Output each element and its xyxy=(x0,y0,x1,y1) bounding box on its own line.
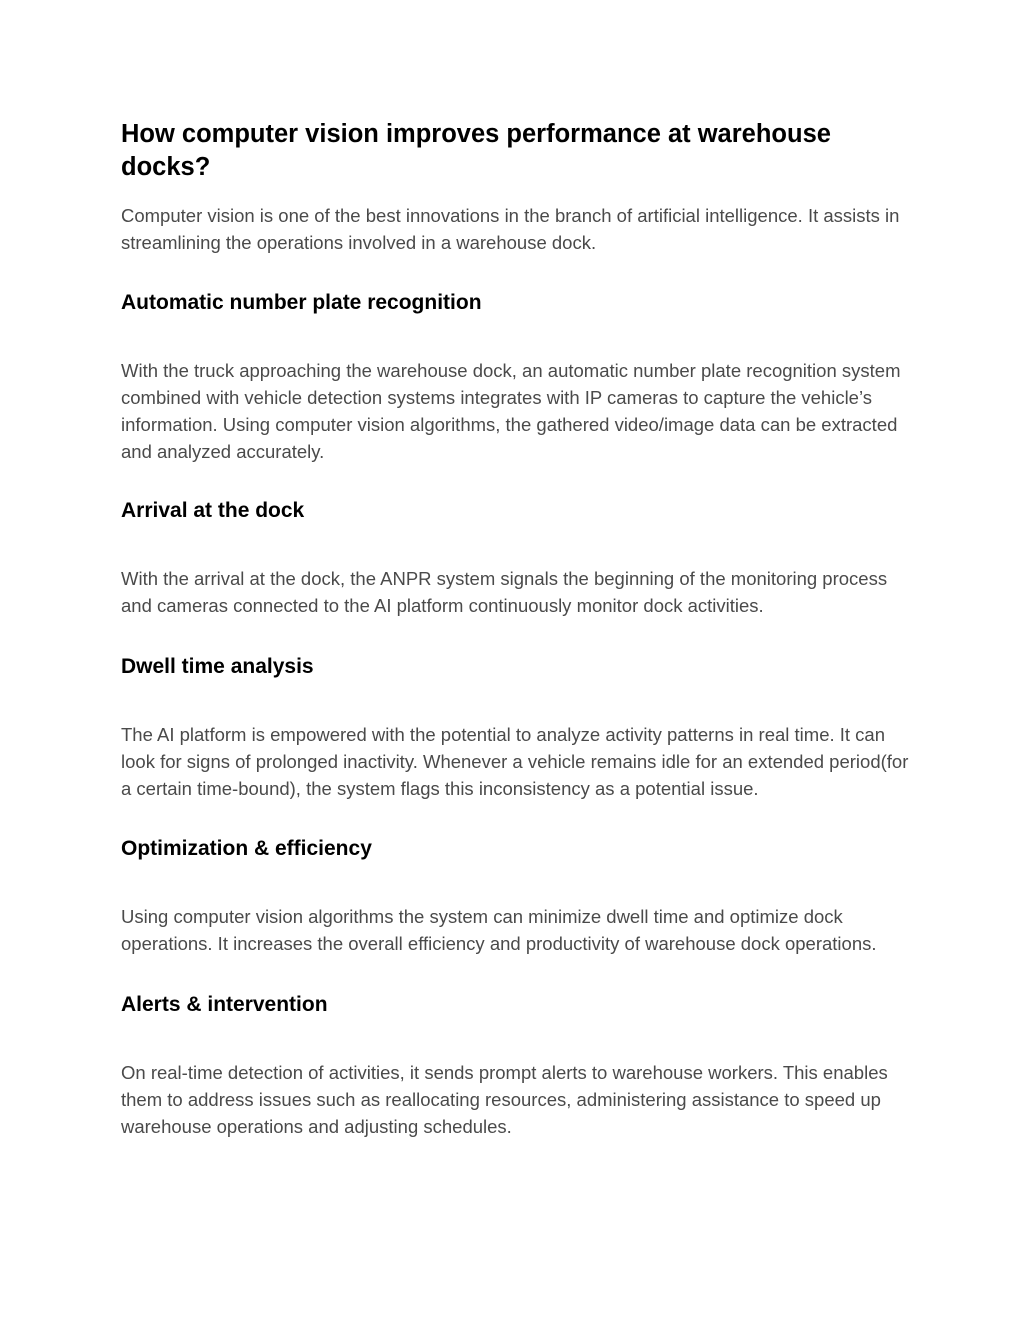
section-body: On real-time detection of activities, it sends prompt alerts to warehouse workers. This enables them to address issues such as reallocating resources, administering assistance to speed up warehouse operations and adjusting schedules. xyxy=(121,1062,888,1137)
page-title: How computer vision improves performance at warehouse docks? xyxy=(121,120,831,181)
section-body: With the arrival at the dock, the ANPR system signals the beginning of the monitoring process and cameras connected to the AI platform continuously monitor dock activities. xyxy=(121,568,888,616)
section-body: With the truck approaching the warehouse dock, an automatic number plate recognition system combined with vehicle detection systems integrates with IP cameras to capture the vehicle’s information. Using computer vision algorithms, the gathered video/image data can be extracted and analyzed accurately. xyxy=(121,360,901,462)
section-heading: Optimization & efficiency xyxy=(121,837,372,860)
section-anpr xyxy=(121,289,911,465)
section-body: The AI platform is empowered with the potential to analyze activity patterns in real time. It can look for signs of prolonged inactivity. Whenever a vehicle remains idle for an extended period(for a certain time-bound), the system flags this inconsistency as a potential issue. xyxy=(121,724,909,799)
document-page xyxy=(121,118,911,1140)
section-heading: Dwell time analysis xyxy=(121,655,314,678)
section-optimization xyxy=(121,835,911,957)
section-arrival xyxy=(121,497,911,619)
section-heading: Automatic number plate recognition xyxy=(121,291,482,314)
intro-paragraph: Computer vision is one of the best innovations in the branch of artificial intelligence. It assists in streamlining the operations involved in a warehouse dock. xyxy=(121,205,900,253)
section-alerts xyxy=(121,991,911,1140)
section-dwell-time xyxy=(121,653,911,802)
section-body: Using computer vision algorithms the system can minimize dwell time and optimize dock operations. It increases the overall efficiency and productivity of warehouse dock operations. xyxy=(121,906,877,954)
section-heading: Alerts & intervention xyxy=(121,993,328,1016)
section-heading: Arrival at the dock xyxy=(121,499,305,522)
